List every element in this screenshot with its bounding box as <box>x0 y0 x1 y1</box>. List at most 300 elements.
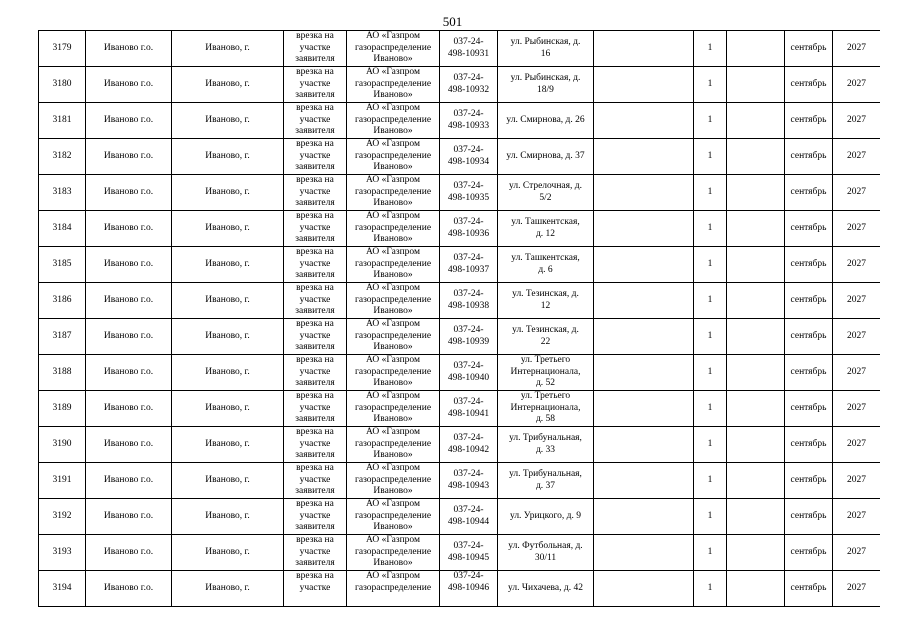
organization-cell <box>347 355 440 391</box>
organization-cell <box>347 175 440 211</box>
address-cell <box>498 535 594 571</box>
object-code-cell-line: 498-10943 <box>447 480 490 491</box>
empty-cell <box>727 283 785 319</box>
empty-cell <box>594 175 694 211</box>
organization-cell-line: газораспределение <box>354 366 432 377</box>
year-cell: 2027 <box>833 499 881 535</box>
empty-cell <box>594 499 694 535</box>
table-row <box>39 463 881 499</box>
work-type-cell-line: врезка на <box>296 175 334 186</box>
object-code-cell <box>440 103 498 139</box>
object-code-cell-line: 037-24- <box>453 109 484 119</box>
year-cell: 2027 <box>833 535 881 571</box>
year-cell: 2027 <box>833 103 881 139</box>
data-table <box>38 30 880 607</box>
address-cell-line: ул. Смирнова, д. 26 <box>506 114 585 125</box>
organization-cell-line: газораспределение <box>354 294 432 305</box>
empty-cell <box>727 535 785 571</box>
year-cell: 2027 <box>833 571 881 607</box>
organization-cell-line: газораспределение <box>354 474 432 485</box>
empty-cell <box>727 427 785 463</box>
object-code-cell-line: 498-10933 <box>447 120 490 131</box>
object-code-cell <box>440 175 498 211</box>
work-type-cell-line: врезка на <box>296 427 334 438</box>
work-type-cell-line: врезка на <box>296 535 334 546</box>
month-cell: сентябрь <box>785 247 833 283</box>
object-code-cell-line: 037-24- <box>453 361 484 371</box>
quantity-cell: 1 <box>694 319 727 355</box>
district-cell: Иваново г.о. <box>86 499 172 535</box>
organization-cell <box>347 247 440 283</box>
object-code-cell-line: 037-24- <box>453 73 484 83</box>
table-row <box>39 211 881 247</box>
month-cell: сентябрь <box>785 571 833 607</box>
work-type-cell <box>284 175 347 211</box>
address-cell-line: ул. Ташкентская, <box>511 217 580 227</box>
district-cell: Иваново г.о. <box>86 211 172 247</box>
empty-cell <box>594 463 694 499</box>
work-type-cell <box>284 211 347 247</box>
district-cell: Иваново г.о. <box>86 319 172 355</box>
object-code-cell-line: 037-24- <box>453 145 484 155</box>
organization-cell <box>347 283 440 319</box>
organization-cell-line: газораспределение <box>354 186 432 197</box>
organization-cell <box>347 535 440 571</box>
object-code-cell-line: 037-24- <box>453 397 484 407</box>
quantity-cell: 1 <box>694 355 727 391</box>
year-cell: 2027 <box>833 139 881 175</box>
table-row <box>39 67 881 103</box>
row-number-cell: 3184 <box>39 211 86 247</box>
quantity-cell: 1 <box>694 211 727 247</box>
address-cell <box>498 499 594 535</box>
work-type-cell-line: участке <box>299 114 331 125</box>
work-type-cell-line: участке <box>299 78 331 89</box>
empty-cell <box>594 247 694 283</box>
table-row <box>39 283 881 319</box>
year-cell: 2027 <box>833 391 881 427</box>
address-cell-line: д. 12 <box>535 228 556 239</box>
object-code-cell <box>440 535 498 571</box>
quantity-cell: 1 <box>694 31 727 67</box>
organization-cell <box>347 67 440 103</box>
table-row <box>39 175 881 211</box>
address-cell-line: ул. Смирнова, д. 37 <box>506 150 585 161</box>
empty-cell <box>727 571 785 607</box>
object-code-cell-line: 037-24- <box>453 505 484 515</box>
address-cell <box>498 319 594 355</box>
month-cell: сентябрь <box>785 103 833 139</box>
address-cell <box>498 103 594 139</box>
work-type-cell-line: врезка на <box>296 31 334 42</box>
row-number-cell: 3180 <box>39 67 86 103</box>
organization-cell <box>347 139 440 175</box>
object-code-cell-line: 037-24- <box>453 433 484 443</box>
organization-cell-line: Иваново» <box>373 450 413 461</box>
empty-cell <box>727 139 785 175</box>
work-type-cell <box>284 139 347 175</box>
quantity-cell: 1 <box>694 391 727 427</box>
object-code-cell <box>440 319 498 355</box>
address-cell <box>498 31 594 67</box>
quantity-cell: 1 <box>694 175 727 211</box>
organization-cell-line: газораспределение <box>354 582 432 593</box>
work-type-cell <box>284 355 347 391</box>
object-code-cell-line: 498-10937 <box>447 264 490 275</box>
organization-cell <box>347 463 440 499</box>
address-cell-line: ул. Стрелочная, д. <box>509 181 582 191</box>
organization-cell-line: АО «Газпром <box>365 31 420 42</box>
work-type-cell-line: заявителя <box>295 486 335 497</box>
district-cell: Иваново г.о. <box>86 103 172 139</box>
object-code-cell-line: 498-10934 <box>447 156 490 167</box>
empty-cell <box>594 427 694 463</box>
address-cell-line: д. 37 <box>535 480 556 491</box>
address-cell <box>498 391 594 427</box>
organization-cell-line: газораспределение <box>354 546 432 557</box>
object-code-cell <box>440 211 498 247</box>
organization-cell-line: АО «Газпром <box>365 139 420 150</box>
empty-cell <box>594 319 694 355</box>
quantity-cell: 1 <box>694 571 727 607</box>
organization-cell-line: Иваново» <box>373 414 413 425</box>
organization-cell-line: Иваново» <box>373 54 413 65</box>
row-number-cell: 3192 <box>39 499 86 535</box>
object-code-cell-line: 037-24- <box>453 469 484 479</box>
work-type-cell-line: участке <box>299 474 331 485</box>
object-code-cell-line: 037-24- <box>453 253 484 263</box>
organization-cell-line: Иваново» <box>373 126 413 137</box>
object-code-cell-line: 037-24- <box>453 37 484 47</box>
organization-cell-line: АО «Газпром <box>365 67 420 78</box>
organization-cell-line: АО «Газпром <box>365 319 420 330</box>
district-cell: Иваново г.о. <box>86 67 172 103</box>
object-code-cell-line: 498-10940 <box>447 372 490 383</box>
month-cell: сентябрь <box>785 463 833 499</box>
object-code-cell-line: 037-24- <box>453 325 484 335</box>
row-number-cell: 3189 <box>39 391 86 427</box>
settlement-cell: Иваново, г. <box>172 355 284 391</box>
organization-cell-line: АО «Газпром <box>365 175 420 186</box>
object-code-cell <box>440 247 498 283</box>
year-cell: 2027 <box>833 211 881 247</box>
organization-cell-line: Иваново» <box>373 90 413 101</box>
address-cell-line: д. 58 <box>535 414 556 425</box>
address-cell <box>498 67 594 103</box>
table-row <box>39 499 881 535</box>
district-cell: Иваново г.о. <box>86 427 172 463</box>
page-number: 501 <box>442 14 463 29</box>
work-type-cell-line: врезка на <box>296 247 334 258</box>
empty-cell <box>727 211 785 247</box>
address-cell-line: 22 <box>540 336 551 347</box>
settlement-cell: Иваново, г. <box>172 211 284 247</box>
address-cell-line: ул. Тезинская, д. <box>512 325 579 335</box>
work-type-cell-line: участке <box>299 582 331 593</box>
work-type-cell <box>284 103 347 139</box>
empty-cell <box>727 319 785 355</box>
empty-cell <box>594 535 694 571</box>
work-type-cell <box>284 463 347 499</box>
address-cell <box>498 463 594 499</box>
address-cell-line: ул. Тезинская, д. <box>512 289 579 299</box>
address-cell-line: 30/11 <box>534 552 557 563</box>
empty-cell <box>594 103 694 139</box>
year-cell: 2027 <box>833 175 881 211</box>
empty-cell <box>594 391 694 427</box>
work-type-cell-line: участке <box>299 150 331 161</box>
settlement-cell: Иваново, г. <box>172 283 284 319</box>
row-number-cell: 3188 <box>39 355 86 391</box>
month-cell: сентябрь <box>785 211 833 247</box>
object-code-cell-line: 037-24- <box>453 289 484 299</box>
work-type-cell <box>284 319 347 355</box>
organization-cell-line: АО «Газпром <box>365 427 420 438</box>
settlement-cell: Иваново, г. <box>172 499 284 535</box>
month-cell: сентябрь <box>785 427 833 463</box>
organization-cell-line: Иваново» <box>373 162 413 173</box>
organization-cell-line: Иваново» <box>373 486 413 497</box>
district-cell: Иваново г.о. <box>86 139 172 175</box>
object-code-cell-line: 498-10932 <box>447 84 490 95</box>
organization-cell-line: газораспределение <box>354 114 432 125</box>
settlement-cell: Иваново, г. <box>172 175 284 211</box>
work-type-cell-line: заявителя <box>295 234 335 245</box>
organization-cell-line: газораспределение <box>354 402 432 413</box>
organization-cell-line: АО «Газпром <box>365 391 420 402</box>
organization-cell-line: Иваново» <box>373 270 413 281</box>
organization-cell-line: АО «Газпром <box>365 103 420 114</box>
object-code-cell-line: 498-10946 <box>447 582 490 593</box>
organization-cell-line: газораспределение <box>354 78 432 89</box>
object-code-cell <box>440 463 498 499</box>
address-cell-line: 16 <box>540 48 551 59</box>
organization-cell-line: АО «Газпром <box>365 211 420 222</box>
object-code-cell-line: 498-10944 <box>447 516 490 527</box>
month-cell: сентябрь <box>785 67 833 103</box>
work-type-cell-line: участке <box>299 366 331 377</box>
table-row <box>39 31 881 67</box>
address-cell <box>498 283 594 319</box>
table-row <box>39 139 881 175</box>
row-number-cell: 3191 <box>39 463 86 499</box>
object-code-cell-line: 037-24- <box>453 217 484 227</box>
object-code-cell-line: 498-10935 <box>447 192 490 203</box>
object-code-cell <box>440 31 498 67</box>
work-type-cell-line: заявителя <box>295 342 335 353</box>
row-number-cell: 3179 <box>39 31 86 67</box>
row-number-cell: 3193 <box>39 535 86 571</box>
address-cell-line: д. 6 <box>538 264 553 275</box>
work-type-cell-line: участке <box>299 294 331 305</box>
empty-cell <box>594 139 694 175</box>
quantity-cell: 1 <box>694 463 727 499</box>
table-row <box>39 319 881 355</box>
year-cell: 2027 <box>833 355 881 391</box>
row-number-cell: 3187 <box>39 319 86 355</box>
year-cell: 2027 <box>833 247 881 283</box>
empty-cell <box>727 31 785 67</box>
work-type-cell-line: врезка на <box>296 463 334 474</box>
district-cell: Иваново г.о. <box>86 31 172 67</box>
settlement-cell: Иваново, г. <box>172 463 284 499</box>
row-number-cell: 3190 <box>39 427 86 463</box>
work-type-cell <box>284 571 347 607</box>
month-cell: сентябрь <box>785 355 833 391</box>
quantity-cell: 1 <box>694 283 727 319</box>
work-type-cell <box>284 31 347 67</box>
district-cell: Иваново г.о. <box>86 283 172 319</box>
organization-cell-line: Иваново» <box>373 558 413 569</box>
organization-cell-line: Иваново» <box>373 378 413 389</box>
work-type-cell-line: участке <box>299 402 331 413</box>
organization-cell-line: АО «Газпром <box>365 355 420 366</box>
object-code-cell-line: 498-10945 <box>447 552 490 563</box>
month-cell: сентябрь <box>785 499 833 535</box>
work-type-cell-line: заявителя <box>295 54 335 65</box>
organization-cell-line: Иваново» <box>373 198 413 209</box>
work-type-cell-line: участке <box>299 438 331 449</box>
work-type-cell <box>284 283 347 319</box>
table-row <box>39 571 881 607</box>
object-code-cell <box>440 355 498 391</box>
district-cell: Иваново г.о. <box>86 463 172 499</box>
district-cell: Иваново г.о. <box>86 175 172 211</box>
year-cell: 2027 <box>833 427 881 463</box>
address-cell-line: ул. Ташкентская, <box>511 253 580 263</box>
settlement-cell: Иваново, г. <box>172 319 284 355</box>
quantity-cell: 1 <box>694 535 727 571</box>
organization-cell <box>347 499 440 535</box>
address-cell-line: ул. Третьего <box>520 355 571 366</box>
table-container <box>38 30 880 618</box>
work-type-cell-line: врезка на <box>296 139 334 150</box>
empty-cell <box>727 391 785 427</box>
empty-cell <box>727 247 785 283</box>
work-type-cell-line: участке <box>299 42 331 53</box>
settlement-cell: Иваново, г. <box>172 247 284 283</box>
organization-cell-line: газораспределение <box>354 510 432 521</box>
empty-cell <box>727 499 785 535</box>
work-type-cell-line: заявителя <box>295 270 335 281</box>
organization-cell-line: АО «Газпром <box>365 283 420 294</box>
row-number-cell: 3194 <box>39 571 86 607</box>
empty-cell <box>594 67 694 103</box>
work-type-cell-line: участке <box>299 546 331 557</box>
quantity-cell: 1 <box>694 67 727 103</box>
row-number-cell: 3182 <box>39 139 86 175</box>
table-row <box>39 247 881 283</box>
year-cell: 2027 <box>833 319 881 355</box>
work-type-cell-line: участке <box>299 330 331 341</box>
organization-cell <box>347 571 440 607</box>
empty-cell <box>727 355 785 391</box>
address-cell-line: ул. Урицкого, д. 9 <box>509 510 581 521</box>
organization-cell <box>347 319 440 355</box>
address-cell-line: ул. Третьего <box>520 391 571 402</box>
work-type-cell <box>284 391 347 427</box>
organization-cell-line: Иваново» <box>373 234 413 245</box>
work-type-cell <box>284 499 347 535</box>
address-cell-line: 18/9 <box>537 84 554 95</box>
address-cell-line: 12 <box>540 300 551 311</box>
object-code-cell <box>440 499 498 535</box>
organization-cell-line: газораспределение <box>354 258 432 269</box>
work-type-cell-line: участке <box>299 510 331 521</box>
work-type-cell-line: заявителя <box>295 162 335 173</box>
work-type-cell-line: врезка на <box>296 211 334 222</box>
year-cell: 2027 <box>833 463 881 499</box>
address-cell-line: ул. Трибунальная, <box>509 433 582 443</box>
address-cell-line: д. 52 <box>535 378 556 389</box>
organization-cell-line: газораспределение <box>354 150 432 161</box>
empty-cell <box>594 571 694 607</box>
address-cell <box>498 247 594 283</box>
empty-cell <box>727 463 785 499</box>
object-code-cell <box>440 139 498 175</box>
work-type-cell-line: врезка на <box>296 355 334 366</box>
address-cell-line: ул. Рыбинская, д. <box>510 37 581 47</box>
organization-cell-line: газораспределение <box>354 42 432 53</box>
work-type-cell-line: заявителя <box>295 378 335 389</box>
organization-cell-line: АО «Газпром <box>365 247 420 258</box>
month-cell: сентябрь <box>785 139 833 175</box>
year-cell: 2027 <box>833 67 881 103</box>
month-cell: сентябрь <box>785 175 833 211</box>
district-cell: Иваново г.о. <box>86 391 172 427</box>
object-code-cell-line: 498-10942 <box>447 444 490 455</box>
settlement-cell: Иваново, г. <box>172 571 284 607</box>
table-row <box>39 103 881 139</box>
empty-cell <box>594 355 694 391</box>
organization-cell-line: АО «Газпром <box>365 463 420 474</box>
address-cell-line: ул. Трибунальная, <box>509 469 582 479</box>
settlement-cell: Иваново, г. <box>172 427 284 463</box>
district-cell: Иваново г.о. <box>86 571 172 607</box>
work-type-cell-line: заявителя <box>295 522 335 533</box>
settlement-cell: Иваново, г. <box>172 535 284 571</box>
address-cell-line: Интернационала, <box>510 402 581 413</box>
empty-cell <box>727 103 785 139</box>
work-type-cell-line: заявителя <box>295 90 335 101</box>
address-cell <box>498 571 594 607</box>
address-cell <box>498 427 594 463</box>
work-type-cell-line: врезка на <box>296 391 334 402</box>
table-row <box>39 391 881 427</box>
settlement-cell: Иваново, г. <box>172 391 284 427</box>
empty-cell <box>594 211 694 247</box>
address-cell-line: Интернационала, <box>510 366 581 377</box>
table-row <box>39 427 881 463</box>
address-cell <box>498 211 594 247</box>
organization-cell-line: газораспределение <box>354 330 432 341</box>
organization-cell <box>347 31 440 67</box>
organization-cell <box>347 427 440 463</box>
work-type-cell-line: участке <box>299 186 331 197</box>
month-cell: сентябрь <box>785 535 833 571</box>
organization-cell-line: газораспределение <box>354 438 432 449</box>
organization-cell-line: Иваново» <box>373 306 413 317</box>
work-type-cell-line: заявителя <box>295 450 335 461</box>
work-type-cell-line: врезка на <box>296 319 334 330</box>
work-type-cell-line: участке <box>299 258 331 269</box>
month-cell: сентябрь <box>785 31 833 67</box>
month-cell: сентябрь <box>785 391 833 427</box>
work-type-cell-line: заявителя <box>295 198 335 209</box>
organization-cell-line: Иваново» <box>373 342 413 353</box>
object-code-cell-line: 498-10938 <box>447 300 490 311</box>
organization-cell-line: Иваново» <box>373 522 413 533</box>
